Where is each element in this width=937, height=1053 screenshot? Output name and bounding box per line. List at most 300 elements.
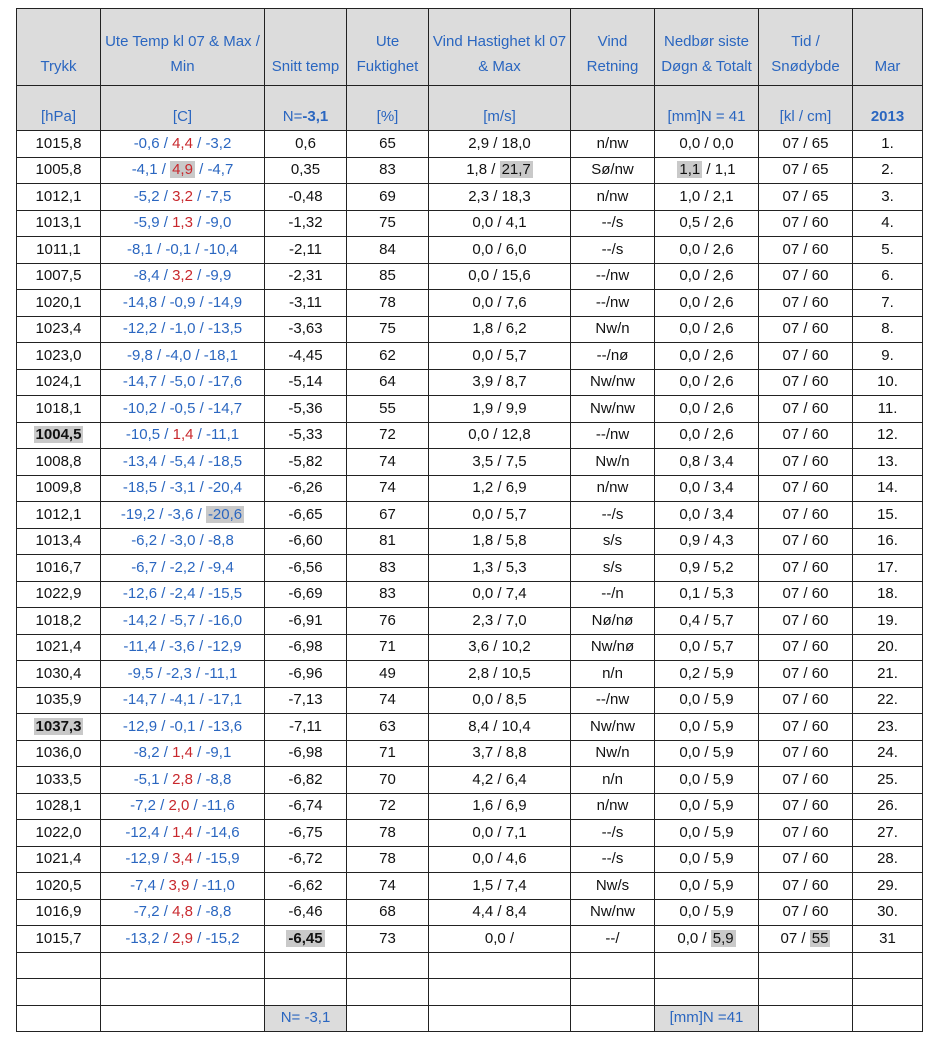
precip-separator: /	[700, 346, 713, 364]
day-value: 7.	[881, 293, 894, 311]
precip-day-value: 0,0	[679, 426, 701, 444]
wind-max-value: 21,7	[501, 161, 531, 179]
precip-day-value: 0,5	[679, 214, 701, 232]
humidity-cell	[347, 926, 429, 953]
wind-max-value: 7,1	[505, 823, 527, 841]
snow-depth-cell	[759, 846, 853, 873]
precip-separator: /	[700, 214, 713, 232]
pressure-cell	[17, 899, 101, 926]
precipitation-cell	[655, 926, 759, 953]
day-cell	[853, 157, 923, 184]
humidity-cell	[347, 316, 429, 343]
temp-cell	[101, 581, 265, 608]
unit-wind-direction	[571, 86, 655, 131]
snow-separator: /	[799, 214, 812, 232]
snow-separator: /	[799, 373, 812, 391]
wind-direction-value: Nw/n	[595, 744, 630, 762]
temp-separator: /	[152, 346, 166, 364]
precip-day-value: 1,0	[679, 187, 701, 205]
snow-depth-cell	[759, 899, 853, 926]
precipitation-cell	[655, 793, 759, 820]
empty-cell	[655, 952, 759, 979]
unit-avg-value: -3,1	[302, 108, 329, 125]
snow-depth-value: 60	[811, 823, 829, 841]
precip-separator: /	[700, 876, 713, 894]
temp-max-value: 2,8	[172, 770, 193, 788]
precip-total-value: 2,6	[712, 399, 734, 417]
table-row	[17, 873, 923, 900]
pressure-cell	[17, 290, 101, 317]
temp-min-value: -17,6	[207, 373, 243, 391]
humidity-value: 63	[379, 717, 396, 735]
avg-temp-cell	[265, 714, 347, 741]
snow-depth-value: 55	[811, 929, 829, 947]
temp-separator: /	[159, 903, 173, 921]
day-cell	[853, 369, 923, 396]
pressure-cell	[17, 343, 101, 370]
footer-empty-cell	[347, 1005, 429, 1032]
wind-direction-value: --/nw	[595, 267, 630, 285]
precip-total-value: 2,6	[712, 293, 734, 311]
precip-day-value: 0,0	[679, 638, 701, 656]
humidity-cell	[347, 449, 429, 476]
wind-separator: /	[493, 797, 506, 815]
humidity-cell	[347, 793, 429, 820]
temp-separator: /	[157, 373, 170, 391]
temp-separator: /	[159, 267, 173, 285]
wind-max-value: 6,4	[505, 770, 527, 788]
empty-cell	[853, 979, 923, 1006]
table-row	[17, 237, 923, 264]
temp-07-value: -6,2	[131, 532, 158, 550]
wind-separator: /	[493, 373, 506, 391]
empty-cell	[17, 952, 101, 979]
wind-speed-cell	[429, 237, 571, 264]
humidity-value: 72	[379, 797, 396, 815]
wind-direction-cell	[571, 475, 655, 502]
day-value: 9.	[881, 346, 894, 364]
day-value: 1.	[881, 134, 894, 152]
temp-max-value: 4,8	[172, 903, 193, 921]
avg-temp-cell	[265, 687, 347, 714]
empty-cell	[759, 952, 853, 979]
temp-cell	[101, 740, 265, 767]
wind-direction-cell	[571, 184, 655, 211]
wind-07-value: 1,6	[472, 797, 494, 815]
temp-separator: /	[192, 214, 206, 232]
temp-cell	[101, 661, 265, 688]
humidity-cell	[347, 740, 429, 767]
temp-cell	[101, 767, 265, 794]
temp-max-value: -2,3	[165, 664, 192, 682]
wind-07-value: 2,8	[468, 664, 490, 682]
temp-07-value: -11,4	[123, 638, 157, 656]
snow-depth-value: 60	[811, 479, 829, 497]
precip-separator: /	[700, 452, 713, 470]
temp-cell	[101, 555, 265, 582]
snow-separator: /	[799, 426, 812, 444]
humidity-value: 83	[379, 558, 396, 576]
snow-depth-cell	[759, 184, 853, 211]
precip-day-value: 0,0	[677, 929, 699, 947]
wind-speed-cell	[429, 157, 571, 184]
day-cell	[853, 873, 923, 900]
snow-depth-cell	[759, 740, 853, 767]
table-row	[17, 502, 923, 529]
precipitation-cell	[655, 290, 759, 317]
pressure-value: 1004,5	[35, 426, 82, 444]
precip-separator: /	[698, 929, 711, 947]
humidity-cell	[347, 343, 429, 370]
wind-speed-cell	[429, 555, 571, 582]
precip-separator: /	[700, 744, 713, 762]
precip-total-value: 2,6	[712, 346, 734, 364]
empty-cell	[429, 952, 571, 979]
wind-max-value: 7,0	[505, 611, 527, 629]
humidity-value: 75	[379, 320, 396, 338]
wind-direction-cell	[571, 316, 655, 343]
avg-temp-value: -0,48	[288, 187, 323, 205]
precip-day-value: 0,0	[679, 293, 701, 311]
precipitation-cell	[655, 502, 759, 529]
day-value: 2.	[881, 161, 894, 179]
pressure-cell	[17, 926, 101, 953]
temp-max-value: -2,2	[169, 558, 196, 576]
snow-separator: /	[799, 267, 812, 285]
table-row	[17, 316, 923, 343]
table-row	[17, 290, 923, 317]
temp-min-value: -14,7	[207, 399, 243, 417]
precipitation-cell	[655, 714, 759, 741]
temp-07-value: -5,9	[133, 214, 160, 232]
temp-07-value: -9,8	[127, 346, 153, 364]
table-row	[17, 528, 923, 555]
temp-separator: /	[194, 638, 208, 656]
temp-separator: /	[195, 479, 208, 497]
empty-cell	[101, 952, 265, 979]
snow-depth-cell	[759, 687, 853, 714]
wind-07-value: 2,9	[468, 134, 490, 152]
day-cell	[853, 316, 923, 343]
table-row	[17, 926, 923, 953]
obs-time-value: 07	[782, 691, 800, 709]
avg-temp-value: -3,63	[288, 320, 323, 338]
pressure-cell	[17, 369, 101, 396]
empty-cell	[347, 952, 429, 979]
precipitation-cell	[655, 767, 759, 794]
snow-depth-value: 60	[811, 691, 829, 709]
humidity-value: 68	[379, 903, 396, 921]
wind-max-value: 7,5	[505, 452, 527, 470]
day-value: 22.	[877, 691, 898, 709]
temp-min-value: -11,1	[206, 426, 240, 444]
temp-separator: /	[195, 691, 208, 709]
day-cell	[853, 714, 923, 741]
wind-direction-value: s/s	[602, 558, 623, 576]
temp-cell	[101, 343, 265, 370]
precip-total-value: 5,9	[712, 770, 734, 788]
precipitation-cell	[655, 369, 759, 396]
temp-min-value: -17,1	[207, 691, 243, 709]
obs-time-value: 07	[782, 903, 800, 921]
temp-max-value: 4,9	[172, 161, 193, 179]
humidity-cell	[347, 714, 429, 741]
wind-07-value: 4,4	[472, 903, 494, 921]
humidity-cell	[347, 767, 429, 794]
snow-depth-value: 60	[811, 214, 829, 232]
day-cell	[853, 422, 923, 449]
precip-total-value: 5,9	[712, 691, 734, 709]
obs-time-value: 07	[782, 638, 800, 656]
snow-depth-cell	[759, 131, 853, 158]
avg-temp-value: -7,11	[288, 717, 323, 735]
humidity-cell	[347, 687, 429, 714]
day-cell	[853, 449, 923, 476]
day-value: 19.	[877, 611, 898, 629]
snow-separator: /	[799, 797, 812, 815]
precip-separator: /	[700, 373, 713, 391]
day-value: 29.	[877, 876, 898, 894]
precip-total-value: 2,6	[712, 267, 734, 285]
header-snow-depth: Tid / Snødybde	[759, 9, 853, 86]
pressure-cell	[17, 555, 101, 582]
temp-min-value: -15,2	[205, 929, 240, 947]
temp-min-value: -7,5	[205, 187, 232, 205]
wind-direction-cell	[571, 820, 655, 847]
precip-total-value: 5,3	[712, 585, 734, 603]
temp-07-value: -4,1	[131, 161, 158, 179]
table-row	[17, 740, 923, 767]
wind-separator: /	[493, 346, 506, 364]
wind-direction-cell	[571, 767, 655, 794]
temp-separator: /	[192, 744, 206, 762]
precipitation-cell	[655, 899, 759, 926]
wind-max-value: 8,8	[505, 744, 527, 762]
wind-speed-cell	[429, 581, 571, 608]
temp-separator: /	[195, 585, 208, 603]
footer-empty-cell	[571, 1005, 655, 1032]
wind-07-value: 2,3	[472, 611, 494, 629]
footer-empty-cell	[17, 1005, 101, 1032]
obs-time-value: 07	[782, 505, 800, 523]
temp-min-value: -13,5	[207, 320, 243, 338]
precipitation-cell	[655, 608, 759, 635]
wind-direction-value: Nw/s	[595, 876, 630, 894]
avg-temp-cell	[265, 793, 347, 820]
pressure-cell	[17, 687, 101, 714]
wind-direction-cell	[571, 555, 655, 582]
humidity-cell	[347, 581, 429, 608]
snow-separator: /	[799, 903, 812, 921]
temp-cell	[101, 369, 265, 396]
empty-cell	[571, 979, 655, 1006]
obs-time-value: 07	[782, 161, 800, 179]
wind-07-value: 1,3	[472, 558, 494, 576]
temp-cell	[101, 475, 265, 502]
empty-cell	[429, 979, 571, 1006]
humidity-value: 74	[379, 691, 396, 709]
snow-separator: /	[799, 452, 812, 470]
temp-separator: /	[159, 929, 173, 947]
avg-temp-cell	[265, 740, 347, 767]
wind-07-value: 0,0	[472, 691, 494, 709]
obs-time-value: 07	[782, 240, 800, 258]
wind-separator: /	[493, 505, 506, 523]
avg-temp-cell	[265, 422, 347, 449]
humidity-value: 72	[379, 426, 396, 444]
precipitation-cell	[655, 316, 759, 343]
avg-temp-cell	[265, 184, 347, 211]
snow-depth-value: 60	[811, 770, 829, 788]
wind-separator: /	[493, 691, 506, 709]
wind-direction-value: Nw/nø	[590, 638, 635, 656]
table-row	[17, 343, 923, 370]
pressure-cell	[17, 528, 101, 555]
snow-separator: /	[799, 187, 812, 205]
day-value: 6.	[881, 267, 894, 285]
temp-07-value: -9,5	[127, 664, 154, 682]
precip-day-value: 0,2	[679, 664, 701, 682]
day-value: 15.	[877, 505, 898, 523]
day-value: 25.	[877, 770, 898, 788]
pressure-cell	[17, 634, 101, 661]
snow-depth-cell	[759, 502, 853, 529]
precipitation-cell	[655, 820, 759, 847]
precip-separator: /	[700, 585, 713, 603]
temp-max-value: -0,1	[165, 240, 192, 258]
pressure-value: 1023,0	[35, 346, 82, 364]
empty-cell	[347, 979, 429, 1006]
snow-separator: /	[799, 823, 812, 841]
temp-07-value: -0,6	[133, 134, 160, 152]
wind-direction-value: --/nw	[595, 293, 630, 311]
wind-07-value: 3,9	[472, 373, 494, 391]
table-row	[17, 157, 923, 184]
wind-direction-cell	[571, 210, 655, 237]
wind-separator: /	[493, 293, 506, 311]
precip-total-value: 2,6	[712, 373, 734, 391]
day-cell	[853, 263, 923, 290]
day-value: 31	[879, 929, 896, 947]
wind-max-value: 7,4	[505, 585, 527, 603]
pressure-value: 1015,8	[35, 134, 82, 152]
day-cell	[853, 581, 923, 608]
temp-max-value: -1,0	[169, 320, 196, 338]
wind-separator: /	[493, 611, 506, 629]
snow-separator: /	[799, 532, 812, 550]
wind-direction-cell	[571, 237, 655, 264]
temp-07-value: -12,9	[122, 717, 158, 735]
humidity-value: 78	[379, 850, 396, 868]
avg-temp-value: -4,45	[288, 346, 323, 364]
precipitation-cell	[655, 449, 759, 476]
wind-direction-cell	[571, 608, 655, 635]
humidity-value: 67	[379, 505, 396, 523]
pressure-cell	[17, 396, 101, 423]
snow-separator: /	[799, 585, 812, 603]
wind-direction-cell	[571, 343, 655, 370]
avg-temp-value: -6,62	[288, 876, 323, 894]
obs-time-value: 07	[782, 717, 800, 735]
temp-separator: /	[157, 717, 170, 735]
snow-depth-cell	[759, 449, 853, 476]
avg-temp-value: -6,45	[288, 929, 323, 947]
pressure-value: 1018,1	[35, 399, 82, 417]
temp-07-value: -7,2	[133, 903, 160, 921]
temp-separator: /	[191, 664, 205, 682]
table-row	[17, 581, 923, 608]
humidity-cell	[347, 528, 429, 555]
precip-separator: /	[700, 399, 713, 417]
wind-direction-value: --/	[605, 929, 620, 947]
precip-day-value: 0,1	[679, 585, 701, 603]
snow-separator: /	[799, 850, 812, 868]
wind-speed-cell	[429, 449, 571, 476]
wind-max-value: 5,3	[505, 558, 527, 576]
temp-cell	[101, 793, 265, 820]
snow-separator: /	[799, 744, 812, 762]
snow-depth-value: 65	[811, 134, 829, 152]
wind-07-value: 0,0	[472, 240, 494, 258]
wind-direction-cell	[571, 581, 655, 608]
avg-temp-value: -5,36	[288, 399, 323, 417]
temp-max-value: -3,1	[169, 479, 196, 497]
snow-depth-value: 60	[811, 267, 829, 285]
temp-cell	[101, 184, 265, 211]
obs-time-value: 07	[780, 929, 798, 947]
wind-direction-cell	[571, 846, 655, 873]
temp-07-value: -8,1	[127, 240, 153, 258]
temp-max-value: 3,2	[172, 187, 193, 205]
wind-07-value: 1,5	[472, 876, 494, 894]
precip-day-value: 0,0	[679, 267, 701, 285]
precip-total-value: 5,7	[712, 611, 734, 629]
empty-row	[17, 979, 923, 1006]
precip-separator: /	[700, 903, 713, 921]
snow-depth-value: 60	[811, 850, 829, 868]
avg-temp-cell	[265, 290, 347, 317]
temp-min-value: -14,9	[207, 293, 243, 311]
wind-07-value: 8,4	[468, 717, 490, 735]
empty-cell	[853, 952, 923, 979]
precip-day-value: 0,0	[679, 797, 701, 815]
wind-separator: /	[493, 823, 506, 841]
unit-wind-speed: [m/s]	[429, 86, 571, 131]
obs-time-value: 07	[782, 373, 800, 391]
precip-separator: /	[700, 479, 713, 497]
humidity-cell	[347, 899, 429, 926]
avg-temp-value: -6,98	[288, 744, 323, 762]
table-row	[17, 661, 923, 688]
wind-speed-cell	[429, 396, 571, 423]
wind-max-value: 10,2	[501, 638, 531, 656]
temp-07-value: -10,2	[122, 399, 158, 417]
unit-temp: [C]	[101, 86, 265, 131]
empty-cell	[17, 979, 101, 1006]
wind-speed-cell	[429, 873, 571, 900]
temp-cell	[101, 926, 265, 953]
empty-cell	[759, 979, 853, 1006]
obs-time-value: 07	[782, 850, 800, 868]
temp-max-value: 2,0	[168, 797, 190, 815]
avg-temp-value: -6,91	[288, 611, 323, 629]
wind-separator: /	[489, 187, 502, 205]
wind-direction-cell	[571, 290, 655, 317]
empty-cell	[571, 952, 655, 979]
day-cell	[853, 740, 923, 767]
day-cell	[853, 846, 923, 873]
temp-max-value: -3,6	[167, 505, 194, 523]
